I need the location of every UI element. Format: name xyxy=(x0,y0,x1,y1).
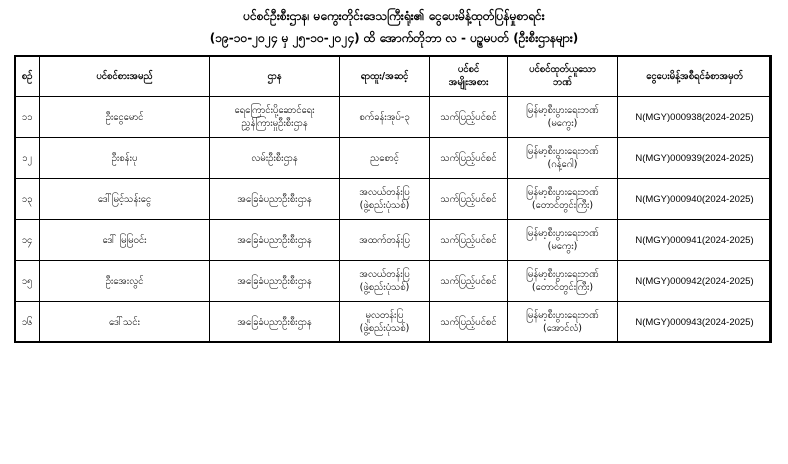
cell-dept: အခြေခံပညာဦးစီးဌာန xyxy=(210,220,340,261)
cell-no: ၁၄ xyxy=(15,220,40,261)
col-header-dept: ဌာန xyxy=(210,56,340,97)
cell-name: ဦးငွေမောင် xyxy=(40,97,210,138)
cell-rank: အလယ်တန်းပြ (ဖွဲ့စည်းပုံသစ်) xyxy=(340,179,430,220)
cell-no: ၁၃ xyxy=(15,179,40,220)
cell-rank: မူလတန်းပြ (ဖွဲ့စည်းပုံသစ်) xyxy=(340,302,430,343)
cell-ref: N(MGY)000941(2024-2025) xyxy=(618,220,772,261)
cell-type: သက်ပြည့်ပင်စင် xyxy=(430,138,508,179)
page-subtitle: (၁၉-၁၀-၂၀၂၄ မှ ၂၅-၁၀-၂၀၂၄) ထိ အောက်တိုဘာ လ - ပဉ္စမပတ် (ဦးစီးဌာနများ) xyxy=(209,31,579,45)
table-header-row xyxy=(15,56,772,97)
cell-rank: စက်ခန်းအုပ်-၃ xyxy=(340,97,430,138)
col-header-type: ပင်စင် အမျိုးအစား xyxy=(430,56,508,97)
table-row xyxy=(15,220,772,261)
col-header-ref: ငွေပေးမိန့်အစီရင်ခံစာအမှတ် xyxy=(618,56,772,97)
page-title: ပင်စင်ဦးစီးဌာန၊ မကွေးတိုင်းဒေသကြီးရုံး၏ ငွေပေးမိန့်ထုတ်ပြန်မှုစာရင်း xyxy=(243,9,545,23)
cell-bank: မြန်မာ့စီးပွားရေးဘဏ် (အောင်လံ) xyxy=(508,302,618,343)
cell-bank: မြန်မာ့စီးပွားရေးဘဏ် (မကွေး) xyxy=(508,220,618,261)
table-row xyxy=(15,302,772,343)
table-row xyxy=(15,261,772,302)
cell-no: ၁၆ xyxy=(15,302,40,343)
cell-no: ၁၁ xyxy=(15,97,40,138)
cell-ref: N(MGY)000938(2024-2025) xyxy=(618,97,772,138)
cell-name: ဦးအေးလွင် xyxy=(40,261,210,302)
cell-rank: အလယ်တန်းပြ (ဖွဲ့စည်းပုံသစ်) xyxy=(340,261,430,302)
col-header-bank: ပင်စင်ထုတ်ယူသော ဘဏ် xyxy=(508,56,618,97)
table-row xyxy=(15,97,772,138)
cell-name: ဒေါ်သင်း xyxy=(40,302,210,343)
cell-type: သက်ပြည့်ပင်စင် xyxy=(430,97,508,138)
cell-type: သက်ပြည့်ပင်စင် xyxy=(430,302,508,343)
cell-dept: ရေကြောင်းပို့ဆောင်ရေး ညွှန်ကြားမှုဦးစီးဌာန xyxy=(210,97,340,138)
col-header-name: ပင်စင်စားအမည် xyxy=(40,56,210,97)
cell-name: ဦးစန်းပု xyxy=(40,138,210,179)
cell-rank: အထက်တန်းပြ xyxy=(340,220,430,261)
cell-name: ဒေါ် မြမြဝင်း xyxy=(40,220,210,261)
cell-type: သက်ပြည့်ပင်စင် xyxy=(430,179,508,220)
cell-ref: N(MGY)000939(2024-2025) xyxy=(618,138,772,179)
cell-bank: မြန်မာ့စီးပွားရေးဘဏ် (ဂန့်ဂေါ) xyxy=(508,138,618,179)
cell-dept: လမ်းဦးစီးဌာန xyxy=(210,138,340,179)
cell-ref: N(MGY)000940(2024-2025) xyxy=(618,179,772,220)
cell-type: သက်ပြည့်ပင်စင် xyxy=(430,261,508,302)
cell-no: ၁၅ xyxy=(15,261,40,302)
cell-type: သက်ပြည့်ပင်စင် xyxy=(430,220,508,261)
table-row xyxy=(15,179,772,220)
cell-dept: အခြေခံပညာဦးစီးဌာန xyxy=(210,302,340,343)
cell-no: ၁၂ xyxy=(15,138,40,179)
pension-table xyxy=(14,55,772,343)
cell-name: ဒေါ်မြင့်သန်းငွေ xyxy=(40,179,210,220)
cell-dept: အခြေခံပညာဦးစီးဌာန xyxy=(210,179,340,220)
col-header-no: စဉ် xyxy=(15,56,40,97)
cell-rank: ညစောင့် xyxy=(340,138,430,179)
table-row xyxy=(15,138,772,179)
col-header-rank: ရာထူး/အဆင့် xyxy=(340,56,430,97)
cell-bank: မြန်မာ့စီးပွားရေးဘဏ် (မကွေး) xyxy=(508,97,618,138)
cell-bank: မြန်မာ့စီးပွားရေးဘဏ် (တောင်တွင်းကြီး) xyxy=(508,179,618,220)
cell-dept: အခြေခံပညာဦးစီးဌာန xyxy=(210,261,340,302)
cell-bank: မြန်မာ့စီးပွားရေးဘဏ် (တောင်တွင်းကြီး) xyxy=(508,261,618,302)
cell-ref: N(MGY)000942(2024-2025) xyxy=(618,261,772,302)
cell-ref: N(MGY)000943(2024-2025) xyxy=(618,302,772,343)
